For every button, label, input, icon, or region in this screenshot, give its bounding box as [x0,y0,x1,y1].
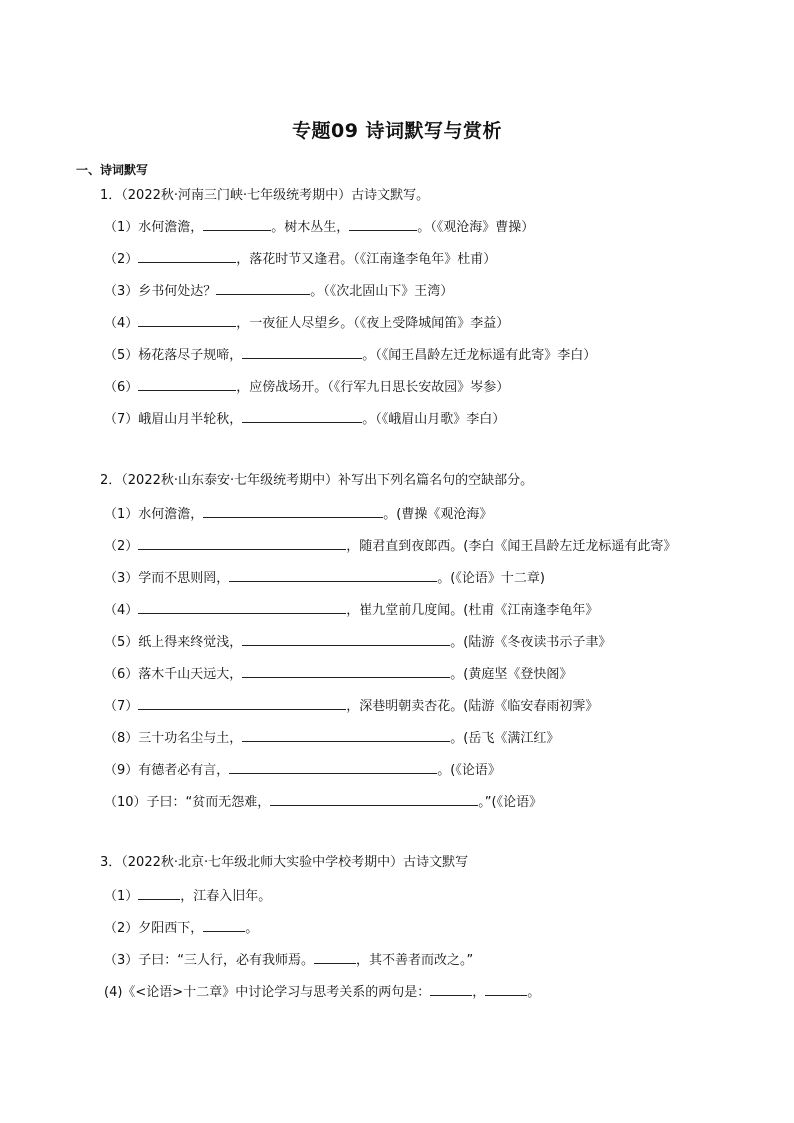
q3-item-2: （2）夕阳西下， 。 [104,917,258,939]
answer-blank[interactable] [485,981,527,996]
answer-blank[interactable] [314,949,356,964]
answer-blank[interactable] [242,344,362,359]
answer-blank[interactable] [216,280,310,295]
q2-item-2: （2） ，随君直到夜郎西。(李白《闻王昌龄左迁龙标遥有此寄》 [104,535,676,557]
answer-blank[interactable] [242,663,450,678]
answer-blank[interactable] [138,695,346,710]
q2-item-3: （3）学而不思则罔， 。(《论语》十二章) [104,567,545,589]
section-heading: 一、诗词默写 [76,163,149,177]
question-3-stem: 3．（2022秋·北京·七年级北师大实验中学校考期中）古诗文默写 [100,855,469,870]
q2-item-1: （1）水何澹澹， 。(曹操《观沧海》 [104,503,492,525]
q1-item-4: （4） ，一夜征人尽望乡。（《夜上受降城闻笛》李益） [104,312,509,334]
answer-blank[interactable] [138,312,236,327]
q1-item-7: （7）峨眉山月半轮秋， 。（《峨眉山月歌》李白） [104,408,505,430]
answer-blank[interactable] [138,599,346,614]
answer-blank[interactable] [229,567,437,582]
q2-item-9: （9）有德者必有言， 。(《论语》 [104,759,501,781]
page-title: 专题09 诗词默写与赏析 [291,120,503,142]
q1-item-2: （2） ，落花时节又逢君。（《江南逢李龟年》杜甫） [104,248,496,270]
answer-blank[interactable] [138,376,236,391]
answer-blank[interactable] [229,759,437,774]
question-2-stem: 2．（2022秋·山东泰安·七年级统考期中）补写出下列名篇名句的空缺部分。 [100,473,534,488]
answer-blank[interactable] [203,216,271,231]
question-1-stem: 1．（2022秋·河南三门峡·七年级统考期中）古诗文默写。 [100,188,430,203]
q2-item-5: （5）纸上得来终觉浅， 。(陆游《冬夜读书示子聿》 [104,631,611,653]
q3-item-1: （1） ，江春入旧年。 [104,885,271,907]
q2-item-10: （10）子曰：“贫而无怨难， 。”(《论语》 [104,791,542,813]
q1-item-6: （6） ，应傍战场开。（《行军九日思长安故园》岑参） [104,376,509,398]
q2-item-7: （7） ，深巷明朝卖杏花。(陆游《临安春雨初霁》 [104,695,598,717]
q2-item-4: （4） ，崔九堂前几度闻。(杜甫《江南逢李龟年》 [104,599,598,621]
q2-item-8: （8）三十功名尘与土， 。(岳飞《满江红》 [104,727,559,749]
q3-item-4: (4)《<论语>十二章》中讨论学习与思考关系的两句是： ， 。 [104,981,540,1003]
answer-blank[interactable] [138,535,346,550]
q1-item-1: （1）水何澹澹， 。树木丛生， 。（《观沧海》曹操） [104,216,534,238]
answer-blank[interactable] [138,248,236,263]
q1-item-5: （5）杨花落尽子规啼， 。（《闻王昌龄左迁龙标遥有此寄》李白） [104,344,596,366]
answer-blank[interactable] [349,216,417,231]
answer-blank[interactable] [242,727,450,742]
q2-item-6: （6）落木千山天远大， 。(黄庭坚《登快阁》 [104,663,572,685]
answer-blank[interactable] [270,791,478,806]
q3-item-3: （3）子曰：“三人行，必有我师焉。 ，其不善者而改之。” [104,949,473,971]
answer-blank[interactable] [430,981,472,996]
answer-blank[interactable] [203,917,245,932]
answer-blank[interactable] [203,503,383,518]
answer-blank[interactable] [242,631,450,646]
answer-blank[interactable] [242,408,362,423]
answer-blank[interactable] [138,885,180,900]
q1-item-3: （3）乡书何处达？ 。（《次北固山下》王湾） [104,280,453,302]
